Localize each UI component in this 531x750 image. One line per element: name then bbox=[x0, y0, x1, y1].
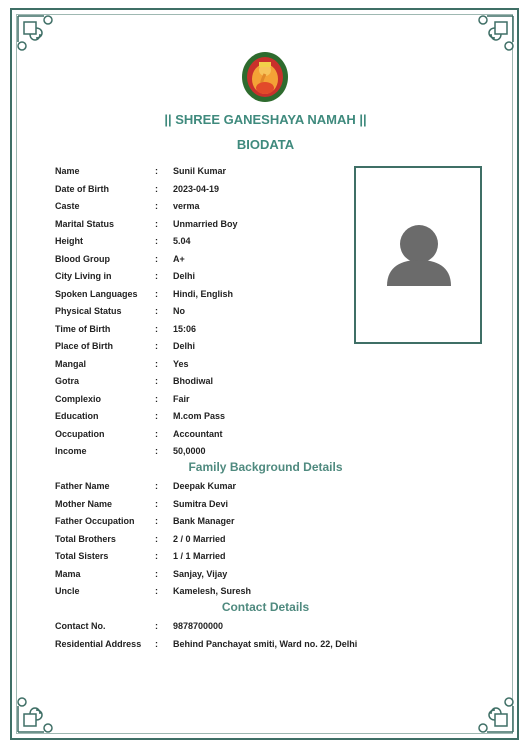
detail-separator: : bbox=[155, 516, 158, 526]
detail-separator: : bbox=[155, 621, 158, 631]
detail-label: Father Occupation bbox=[55, 516, 135, 526]
detail-separator: : bbox=[155, 428, 158, 439]
detail-label: Complexio bbox=[55, 393, 102, 404]
detail-value: Sunil Kumar bbox=[173, 166, 227, 176]
detail-label: Caste bbox=[55, 201, 80, 211]
detail-value: M.com Pass bbox=[173, 411, 226, 421]
detail-label: Name bbox=[55, 166, 80, 176]
detail-label: Total Sisters bbox=[55, 551, 109, 561]
contact-section-title: Contact Details bbox=[221, 600, 310, 614]
detail-separator: : bbox=[155, 341, 158, 351]
detail-label: Date of Birth bbox=[55, 183, 109, 194]
detail-separator: : bbox=[155, 638, 158, 649]
detail-label: Contact No. bbox=[55, 621, 106, 631]
detail-separator: : bbox=[155, 376, 158, 386]
invocation-heading: || SHREE GANESHAYA NAMAH || bbox=[164, 112, 367, 127]
detail-value: Delhi bbox=[173, 271, 196, 281]
detail-separator: : bbox=[155, 306, 158, 316]
family-section-title: Family Background Details bbox=[188, 460, 343, 474]
detail-label: Mangal bbox=[55, 358, 87, 369]
detail-separator: : bbox=[155, 166, 158, 176]
detail-value: Bhodiwal bbox=[173, 376, 213, 386]
detail-label: Father Name bbox=[55, 481, 110, 491]
detail-value: Unmarried Boy bbox=[173, 218, 238, 229]
detail-label: Place of Birth bbox=[55, 341, 114, 351]
detail-value: Sumitra Devi bbox=[173, 498, 229, 509]
detail-value: Kamelesh, Suresh bbox=[173, 586, 252, 596]
detail-label: Physical Status bbox=[55, 306, 122, 316]
detail-separator: : bbox=[155, 551, 158, 561]
detail-separator: : bbox=[155, 271, 158, 281]
detail-label: Height bbox=[55, 236, 83, 246]
detail-value: 5.04 bbox=[173, 236, 191, 246]
detail-separator: : bbox=[155, 288, 158, 299]
person-placeholder-icon bbox=[386, 224, 452, 286]
detail-value: Deepak Kumar bbox=[173, 481, 237, 491]
detail-separator: : bbox=[155, 358, 158, 369]
detail-value: Fair bbox=[173, 393, 190, 404]
corner-ornament-icon bbox=[14, 12, 58, 56]
detail-value: verma bbox=[173, 201, 200, 211]
corner-ornament-icon bbox=[473, 12, 517, 56]
photo-frame bbox=[354, 166, 482, 344]
detail-label: Blood Group bbox=[55, 253, 110, 264]
detail-label: Total Brothers bbox=[55, 533, 116, 544]
detail-label: Time of Birth bbox=[55, 323, 111, 334]
detail-label: Mama bbox=[55, 568, 81, 579]
detail-label: Mother Name bbox=[55, 498, 113, 509]
detail-label: Occupation bbox=[55, 428, 105, 439]
detail-value: Bank Manager bbox=[173, 516, 235, 526]
detail-value: 2023-04-19 bbox=[173, 183, 220, 194]
detail-separator: : bbox=[155, 201, 158, 211]
detail-separator: : bbox=[155, 253, 158, 264]
detail-value: 9878700000 bbox=[173, 621, 224, 631]
detail-value: 50,0000 bbox=[173, 446, 206, 456]
detail-value: Delhi bbox=[173, 341, 196, 351]
detail-separator: : bbox=[155, 481, 158, 491]
detail-value: Yes bbox=[173, 358, 189, 369]
corner-ornament-icon bbox=[473, 692, 517, 736]
detail-separator: : bbox=[155, 393, 158, 404]
detail-separator: : bbox=[155, 323, 158, 334]
detail-separator: : bbox=[155, 446, 158, 456]
detail-value: Hindi, English bbox=[173, 288, 233, 299]
detail-value: 1 / 1 Married bbox=[173, 551, 226, 561]
detail-label: Income bbox=[55, 446, 87, 456]
detail-separator: : bbox=[155, 236, 158, 246]
detail-label: Spoken Languages bbox=[55, 288, 138, 299]
detail-value: Behind Panchayat smiti, Ward no. 22, Delhi bbox=[173, 638, 358, 649]
detail-value: 15:06 bbox=[173, 323, 197, 334]
document-title: BIODATA bbox=[236, 137, 295, 152]
detail-separator: : bbox=[155, 586, 158, 596]
corner-ornament-icon bbox=[14, 692, 58, 736]
detail-label: Education bbox=[55, 411, 99, 421]
detail-value: Sanjay, Vijay bbox=[173, 568, 228, 579]
detail-label: Residential Address bbox=[55, 638, 142, 649]
detail-value: 2 / 0 Married bbox=[173, 533, 226, 544]
detail-label: Uncle bbox=[55, 586, 80, 596]
detail-value: No bbox=[173, 306, 185, 316]
detail-separator: : bbox=[155, 183, 158, 194]
detail-separator: : bbox=[155, 218, 158, 229]
detail-label: Gotra bbox=[55, 376, 80, 386]
detail-separator: : bbox=[155, 533, 158, 544]
detail-value: A+ bbox=[173, 253, 185, 264]
detail-separator: : bbox=[155, 568, 158, 579]
detail-label: Marital Status bbox=[55, 218, 115, 229]
detail-separator: : bbox=[155, 411, 158, 421]
detail-label: City Living in bbox=[55, 271, 112, 281]
detail-separator: : bbox=[155, 498, 158, 509]
ganesha-emblem-icon bbox=[240, 50, 290, 104]
detail-value: Accountant bbox=[173, 428, 223, 439]
